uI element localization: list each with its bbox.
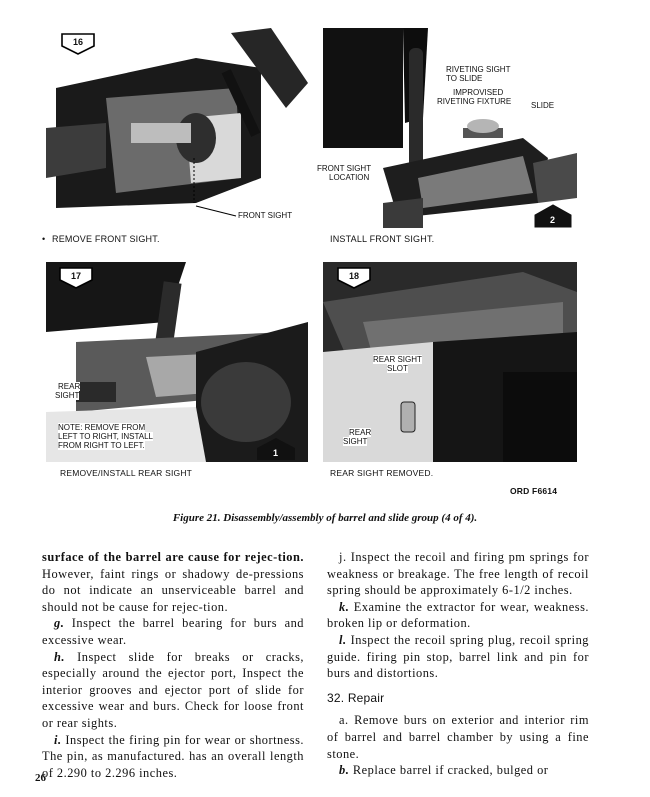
paragraph-a-letter: a. xyxy=(339,713,349,728)
figure-caption: Figure 21. Disassembly/assembly of barrel and slide group (4 of 4). xyxy=(172,512,478,524)
panel-badge-1-number: 1 xyxy=(273,448,279,458)
label-sight-2: SIGHT xyxy=(343,437,368,446)
label-front-sight: FRONT SIGHT xyxy=(238,211,293,220)
paragraph-g xyxy=(42,615,304,648)
paragraph-k xyxy=(327,599,589,632)
panel-badge-2-number: 2 xyxy=(550,215,556,225)
caption-rear-sight-removed: REAR SIGHT REMOVED. xyxy=(330,468,434,478)
paragraph-l-letter: l. xyxy=(339,632,347,647)
label-note-1: NOTE: REMOVE FROM xyxy=(58,423,146,432)
left-column xyxy=(42,549,304,781)
paragraph-b-text: Replace barrel if cracked, bulged or xyxy=(349,763,549,778)
paragraph-l xyxy=(327,632,589,682)
photo-install-front-sight xyxy=(323,28,577,228)
paragraph-a xyxy=(327,712,589,762)
caption-bullet: • xyxy=(42,234,46,244)
photo-remove-front-sight xyxy=(46,28,308,224)
label-slide: SLIDE xyxy=(531,101,555,110)
label-riveting-sight-1: RIVETING SIGHT xyxy=(446,65,511,74)
paragraph-k-text: Examine the extractor for wear, weakness. broken lip or deformation. xyxy=(327,599,589,631)
label-front-sight-location-1: FRONT SIGHT xyxy=(317,164,372,173)
label-sight-1: SIGHT xyxy=(55,391,80,400)
label-rear-1: REAR xyxy=(58,382,81,391)
paragraph-h-letter: h. xyxy=(54,649,65,664)
label-rear-sight-slot-2: SLOT xyxy=(387,364,408,373)
label-rear-2: REAR xyxy=(349,428,372,437)
panel-badge-17-number: 17 xyxy=(71,271,82,281)
label-improvised-2: RIVETING FIXTURE xyxy=(437,97,512,106)
panel-badge-16-number: 16 xyxy=(73,37,84,47)
caption-remove-install-rear-sight: REMOVE/INSTALL REAR SIGHT xyxy=(60,468,193,478)
paragraph-rejection-text: However, faint rings or shadowy de-pressions do not indicate an unserviceable barrel and should not be cause for rejec-tion. xyxy=(42,566,304,614)
caption-install-front-sight: INSTALL FRONT SIGHT. xyxy=(330,234,435,244)
paragraph-a-text: Remove burs on exterior and interior rim of barrel and barrel chamber by using a fine stone. xyxy=(327,713,589,761)
paragraph-k-letter: k. xyxy=(339,599,350,614)
paragraph-b xyxy=(327,762,589,779)
caption-remove-front-sight: REMOVE FRONT SIGHT. xyxy=(52,234,160,244)
photo-install-front-sight-image xyxy=(323,28,577,228)
panel-badge-18-number: 18 xyxy=(349,271,360,281)
label-note-3: FROM RIGHT TO LEFT. xyxy=(58,441,145,450)
label-note-2: LEFT TO RIGHT, INSTALL xyxy=(58,432,153,441)
paragraph-rejection xyxy=(42,549,304,615)
label-improvised-1: IMPROVISED xyxy=(453,88,504,97)
label-front-sight-location-2: LOCATION xyxy=(329,173,370,182)
page-number: 26 xyxy=(35,772,46,784)
paragraph-b-letter: b. xyxy=(339,763,350,778)
paragraph-i-text: Inspect the firing pin for wear or shortness. The pin, as manufactured. has an overall length of 2.290 to 2.296 inches. xyxy=(42,732,304,780)
right-column xyxy=(327,549,589,779)
paragraph-i-letter: i. xyxy=(54,732,62,747)
paragraph-rejection-bold: surface of the barrel are cause for rejec-tion. xyxy=(42,550,304,564)
paragraph-i xyxy=(42,732,304,782)
paragraph-g-text: Inspect the barrel bearing for burs and excessive wear. xyxy=(42,616,304,647)
paragraph-l-text: Inspect the recoil spring plug, recoil spring guide. firing pin stop, barrel link and pin for burs and distortions. xyxy=(327,632,589,681)
photo-remove-front-sight-image xyxy=(46,28,308,224)
paragraph-j: j. Inspect the recoil and firing pm springs for weakness or breakage. The free length of recoil spring should be approximately 6-1/2 inches. xyxy=(327,550,589,598)
paragraph-g-letter: g. xyxy=(54,616,65,631)
paragraph-h xyxy=(42,649,304,732)
label-riveting-sight-2: TO SLIDE xyxy=(446,74,483,83)
label-rear-sight-slot-1: REAR SIGHT xyxy=(373,355,422,364)
paragraph-h-text: Inspect slide for breaks or cracks, especially around the ejector port, Inspect the interior grooves and ejector port of slide for excessive wear and burs. Check for loose front or rear sights. xyxy=(42,649,304,730)
section-heading-repair: 32. Repair xyxy=(327,690,385,705)
ord-code: ORD F6614 xyxy=(510,486,558,496)
